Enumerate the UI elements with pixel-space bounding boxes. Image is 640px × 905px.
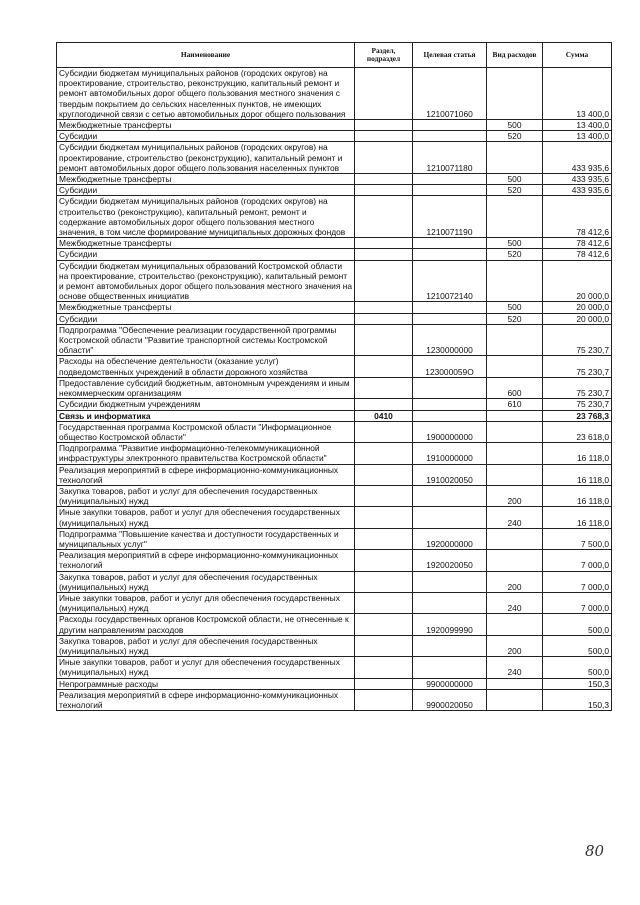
cell-sum: 500,0	[543, 635, 612, 656]
cell-target	[413, 399, 487, 410]
cell-kind	[487, 443, 543, 464]
table-row	[57, 635, 612, 656]
cell-target: 1920099990	[413, 614, 487, 635]
cell-sum: 7 500,0	[543, 528, 612, 549]
cell-kind: 240	[487, 657, 543, 678]
cell-target: 1210072140	[413, 260, 487, 302]
cell-kind	[487, 421, 543, 442]
table-row	[57, 464, 612, 485]
cell-kind: 610	[487, 399, 543, 410]
header-name: Наименование	[57, 43, 355, 68]
cell-sum: 7 000,0	[543, 592, 612, 613]
cell-section	[355, 302, 413, 313]
table-row	[57, 185, 612, 196]
cell-section	[355, 592, 413, 613]
cell-name: Субсидии бюджетам муниципальных районов (городских округов) на строительство (реконструкцию), капитальный ремонт, ремонт и содержание автомобильных дорог общего пользования местного значения, в том числе формирование муниципальных дорожных фондов	[57, 196, 355, 238]
cell-target: 1920000000	[413, 528, 487, 549]
table-row	[57, 421, 612, 442]
cell-section	[355, 399, 413, 410]
cell-name: Реализация мероприятий в сфере информационно-коммуникационных технологий	[57, 689, 355, 710]
cell-sum: 20 000,0	[543, 313, 612, 324]
cell-kind: 200	[487, 571, 543, 592]
header-kind: Вид расходов	[487, 43, 543, 68]
cell-target	[413, 485, 487, 506]
cell-target	[413, 592, 487, 613]
table-row	[57, 689, 612, 710]
cell-name: Непрограммные расходы	[57, 678, 355, 689]
cell-target: 1920020050	[413, 550, 487, 571]
cell-name: Расходы на обеспечение деятельности (оказание услуг) подведомственных учреждений в области дорожного хозяйства	[57, 356, 355, 377]
cell-kind	[487, 464, 543, 485]
cell-kind	[487, 196, 543, 238]
cell-kind	[487, 260, 543, 302]
cell-name: Расходы государственных органов Костромской области, не отнесенные к другим направлениям расходов	[57, 614, 355, 635]
cell-target	[413, 302, 487, 313]
cell-sum: 7 000,0	[543, 550, 612, 571]
cell-section	[355, 635, 413, 656]
cell-section	[355, 507, 413, 528]
cell-sum: 78 412,6	[543, 249, 612, 260]
cell-target	[413, 377, 487, 398]
cell-target	[413, 238, 487, 249]
cell-sum: 20 000,0	[543, 260, 612, 302]
cell-name: Субсидии	[57, 185, 355, 196]
cell-section	[355, 528, 413, 549]
cell-sum: 23 768,3	[543, 410, 612, 421]
cell-sum: 23 618,0	[543, 421, 612, 442]
table-row	[57, 550, 612, 571]
cell-target	[413, 410, 487, 421]
cell-kind: 520	[487, 313, 543, 324]
table-row	[57, 260, 612, 302]
cell-name: Подпрограмма "Обеспечение реализации государственной программы Костромской области "Развитие транспортной системы Костромской области"	[57, 324, 355, 356]
cell-target: 1210071180	[413, 142, 487, 174]
cell-target	[413, 507, 487, 528]
table-row	[57, 443, 612, 464]
table-row	[57, 410, 612, 421]
cell-section: 0410	[355, 410, 413, 421]
cell-section	[355, 356, 413, 377]
cell-target	[413, 174, 487, 185]
cell-sum: 13 400,0	[543, 131, 612, 142]
cell-target	[413, 131, 487, 142]
cell-section	[355, 689, 413, 710]
cell-name: Закупка товаров, работ и услуг для обеспечения государственных (муниципальных) нужд	[57, 485, 355, 506]
cell-name: Связь и информатика	[57, 410, 355, 421]
cell-target: 1910000000	[413, 443, 487, 464]
cell-kind	[487, 689, 543, 710]
cell-section	[355, 174, 413, 185]
cell-section	[355, 324, 413, 356]
cell-name: Межбюджетные трансферты	[57, 302, 355, 313]
cell-name: Межбюджетные трансферты	[57, 238, 355, 249]
cell-kind: 500	[487, 238, 543, 249]
cell-name: Подпрограмма "Развитие информационно-телекоммуникационной инфраструктуры электронного правительства Костромской области"	[57, 443, 355, 464]
cell-name: Межбюджетные трансферты	[57, 120, 355, 131]
table-row	[57, 131, 612, 142]
cell-target: 9900000000	[413, 678, 487, 689]
cell-name: Субсидии бюджетным учреждениям	[57, 399, 355, 410]
table-row	[57, 302, 612, 313]
cell-sum: 433 935,6	[543, 174, 612, 185]
cell-name: Иные закупки товаров, работ и услуг для обеспечения государственных (муниципальных) нужд	[57, 657, 355, 678]
cell-sum: 150,3	[543, 678, 612, 689]
table-row	[57, 399, 612, 410]
cell-sum: 16 118,0	[543, 464, 612, 485]
cell-section	[355, 238, 413, 249]
cell-section	[355, 571, 413, 592]
cell-name: Предоставление субсидий бюджетным, автономным учреждениям и иным некоммерческим организациям	[57, 377, 355, 398]
cell-sum: 500,0	[543, 614, 612, 635]
cell-name: Субсидии бюджетам муниципальных районов (городских округов) на проектирование, строительство, реконструкцию, капитальный ремонт и ремонт автомобильных дорог общего пользования местного значения с твердым покрытием до сельских населенных пунктов, не имеющих круглогодичной связи с сетью автомобильных дорог общего пользования	[57, 68, 355, 120]
table-row	[57, 196, 612, 238]
cell-section	[355, 131, 413, 142]
table-row	[57, 142, 612, 174]
cell-section	[355, 142, 413, 174]
cell-section	[355, 313, 413, 324]
cell-name: Закупка товаров, работ и услуг для обеспечения государственных (муниципальных) нужд	[57, 571, 355, 592]
header-target: Целевая статья	[413, 43, 487, 68]
cell-target	[413, 635, 487, 656]
table-row	[57, 678, 612, 689]
cell-sum: 78 412,6	[543, 196, 612, 238]
table-row	[57, 614, 612, 635]
cell-kind	[487, 410, 543, 421]
table-row	[57, 507, 612, 528]
header-row	[57, 43, 612, 68]
cell-name: Субсидии бюджетам муниципальных образований Костромской области на проектирование, строительство (реконструкцию), капитальный ремонт и ремонт автомобильных дорог общего пользования местного значения на основе общественных инициатив	[57, 260, 355, 302]
cell-sum: 16 118,0	[543, 507, 612, 528]
cell-section	[355, 260, 413, 302]
cell-sum: 433 935,6	[543, 142, 612, 174]
header-sum: Сумма	[543, 43, 612, 68]
cell-section	[355, 377, 413, 398]
table-row	[57, 592, 612, 613]
cell-name: Реализация мероприятий в сфере информационно-коммуникационных технологий	[57, 464, 355, 485]
cell-name: Субсидии	[57, 313, 355, 324]
cell-name: Подпрограмма "Повышение качества и доступности государственных и муниципальных услуг"	[57, 528, 355, 549]
cell-target	[413, 657, 487, 678]
cell-section	[355, 249, 413, 260]
cell-kind: 200	[487, 635, 543, 656]
cell-sum: 433 935,6	[543, 185, 612, 196]
page-number: 80	[585, 842, 605, 860]
cell-kind: 200	[487, 485, 543, 506]
cell-section	[355, 185, 413, 196]
cell-section	[355, 464, 413, 485]
cell-kind	[487, 142, 543, 174]
cell-section	[355, 678, 413, 689]
cell-kind: 520	[487, 131, 543, 142]
cell-kind: 240	[487, 507, 543, 528]
table-row	[57, 377, 612, 398]
table-row	[57, 120, 612, 131]
cell-kind	[487, 678, 543, 689]
cell-name: Межбюджетные трансферты	[57, 174, 355, 185]
cell-sum: 75 230,7	[543, 399, 612, 410]
cell-target	[413, 185, 487, 196]
cell-target	[413, 249, 487, 260]
table-body	[57, 68, 612, 711]
cell-section	[355, 614, 413, 635]
cell-section	[355, 120, 413, 131]
table-row	[57, 324, 612, 356]
table-header	[57, 43, 612, 68]
cell-kind: 520	[487, 185, 543, 196]
table-row	[57, 485, 612, 506]
cell-sum: 500,0	[543, 657, 612, 678]
cell-section	[355, 421, 413, 442]
cell-target: 1910020050	[413, 464, 487, 485]
table-row	[57, 313, 612, 324]
cell-target	[413, 313, 487, 324]
cell-name: Субсидии	[57, 131, 355, 142]
cell-name: Субсидии	[57, 249, 355, 260]
table-row	[57, 238, 612, 249]
cell-sum: 150,3	[543, 689, 612, 710]
cell-kind: 240	[487, 592, 543, 613]
cell-section	[355, 485, 413, 506]
cell-kind	[487, 68, 543, 120]
cell-name: Государственная программа Костромской области "Информационное общество Костромской области"	[57, 421, 355, 442]
cell-kind	[487, 356, 543, 377]
cell-section	[355, 68, 413, 120]
cell-name: Закупка товаров, работ и услуг для обеспечения государственных (муниципальных) нужд	[57, 635, 355, 656]
cell-kind	[487, 324, 543, 356]
cell-section	[355, 550, 413, 571]
cell-name: Иные закупки товаров, работ и услуг для обеспечения государственных (муниципальных) нужд	[57, 592, 355, 613]
cell-kind: 500	[487, 302, 543, 313]
cell-sum: 75 230,7	[543, 324, 612, 356]
cell-sum: 78 412,6	[543, 238, 612, 249]
cell-sum: 20 000,0	[543, 302, 612, 313]
cell-sum: 75 230,7	[543, 377, 612, 398]
cell-target	[413, 571, 487, 592]
cell-kind	[487, 528, 543, 549]
table-row	[57, 356, 612, 377]
budget-table	[56, 42, 612, 711]
cell-name: Субсидии бюджетам муниципальных районов (городских округов) на проектирование, строительство (реконструкцию), капитальный ремонт и ремонт автомобильных дорог общего пользования населенных пунктов	[57, 142, 355, 174]
cell-sum: 7 000,0	[543, 571, 612, 592]
table-row	[57, 657, 612, 678]
table-row	[57, 249, 612, 260]
cell-kind: 520	[487, 249, 543, 260]
table-row	[57, 528, 612, 549]
cell-target: 1210071060	[413, 68, 487, 120]
cell-name: Иные закупки товаров, работ и услуг для обеспечения государственных (муниципальных) нужд	[57, 507, 355, 528]
cell-sum: 13 400,0	[543, 68, 612, 120]
cell-kind	[487, 550, 543, 571]
table-row	[57, 174, 612, 185]
cell-sum: 13 400,0	[543, 120, 612, 131]
cell-target	[413, 120, 487, 131]
cell-target: 1900000000	[413, 421, 487, 442]
cell-section	[355, 443, 413, 464]
cell-section	[355, 196, 413, 238]
cell-kind	[487, 614, 543, 635]
cell-name: Реализация мероприятий в сфере информационно-коммуникационных технологий	[57, 550, 355, 571]
cell-sum: 75 230,7	[543, 356, 612, 377]
cell-section	[355, 657, 413, 678]
cell-target: 1230000000	[413, 324, 487, 356]
cell-kind: 600	[487, 377, 543, 398]
cell-sum: 16 118,0	[543, 485, 612, 506]
table-row	[57, 571, 612, 592]
cell-target: 123000059О	[413, 356, 487, 377]
cell-target: 1210071190	[413, 196, 487, 238]
cell-sum: 16 118,0	[543, 443, 612, 464]
header-section: Раздел, подраздел	[355, 43, 413, 68]
cell-target: 9900020050	[413, 689, 487, 710]
cell-kind: 500	[487, 174, 543, 185]
cell-kind: 500	[487, 120, 543, 131]
table-row	[57, 68, 612, 120]
